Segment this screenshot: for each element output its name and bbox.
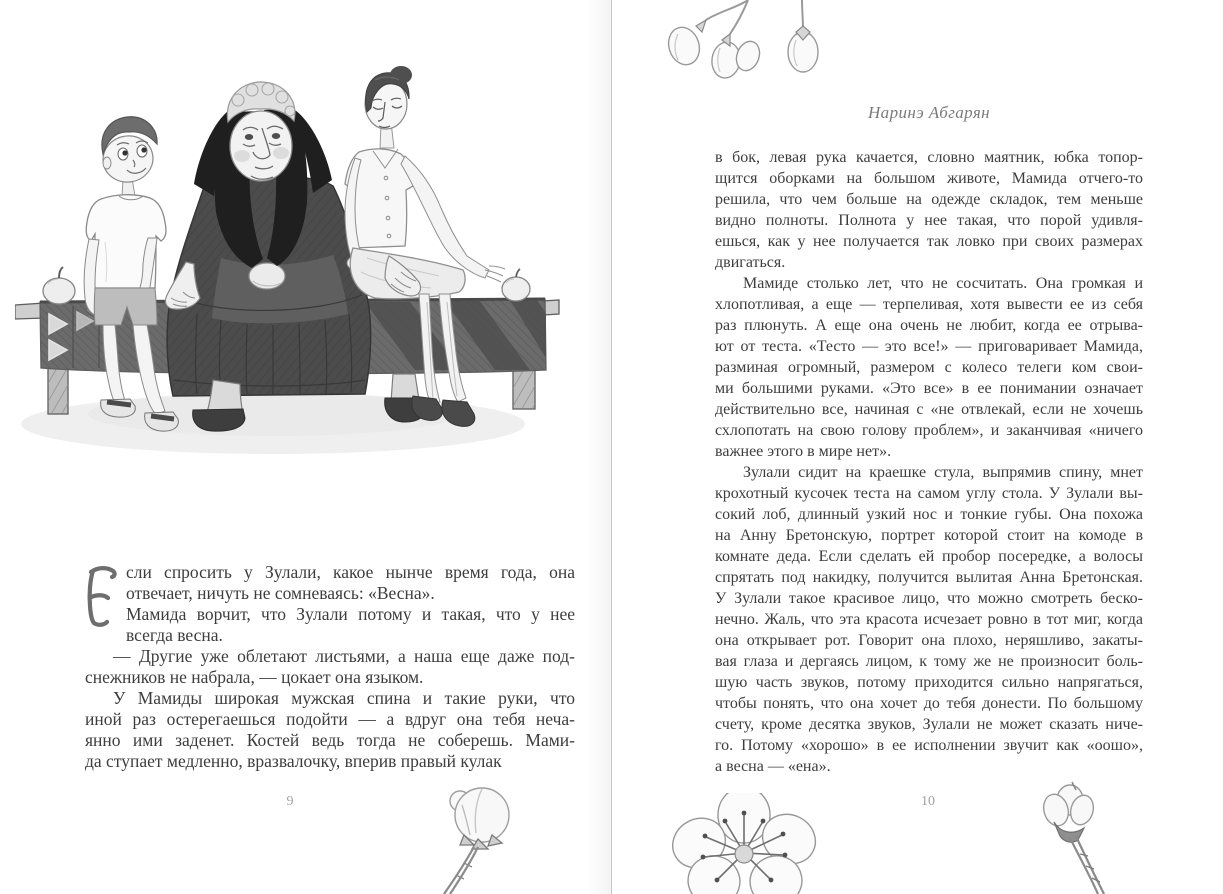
text-line: двигаться. (715, 254, 786, 271)
text-line: видно полноты. Полнота у нее такая, что порой удивля- (715, 212, 1143, 229)
paragraph (85, 646, 575, 688)
text-line: разминая огромный, размером с колесо телеги ком свои- (715, 359, 1143, 376)
text-line: шую часть звуков, потому приходится сильно напрягаться, (715, 674, 1143, 691)
left-page-text (85, 562, 575, 772)
text-line: Мамида ворчит, что Зулали потому и такая, что у нее (126, 604, 575, 624)
drop-cap-letter (85, 564, 117, 627)
text-line: ешься, как у нее получается так ловко при своих размерах (715, 233, 1143, 250)
cotton-bud-bottom-right-svg (1036, 778, 1116, 894)
text-line: сли спросить у Зулали, какое нынче время года, она (126, 562, 575, 582)
text-line: нечно. Жаль, что эта красота исчезает ровно в тот миг, когда (715, 611, 1143, 628)
paragraph (715, 273, 1143, 462)
text-line: да ступает медленно, вразвалочку, вперив правый кулак (85, 751, 502, 771)
paragraph (715, 147, 1143, 273)
text-line: на Анну Бретонскую, портрет которой стоит на комоде в (715, 527, 1143, 544)
bench-family-illustration (15, 62, 585, 457)
running-head-author: Наринэ Абгарян (868, 103, 990, 122)
text-line: отвечает, ничуть не сомневаясь: «Весна». (126, 583, 435, 603)
blossom-bottom-center (668, 793, 820, 894)
text-line: Зулали сидит на краешке стула, выпрямив спину, мнет (743, 464, 1143, 481)
text-line: комнате деда. Если сделать ей пробор посередке, а волосы (715, 548, 1143, 565)
text-line: ют от теста. «Тесто — это все!» — приговаривает Мамида, (715, 338, 1143, 355)
text-line: раз плюнуть. А еще она очень не любит, когда ее отрыва- (715, 317, 1143, 334)
blossom-bottom-center-svg (668, 793, 820, 894)
text-line: схлопотать на свою голову проблем», и заканчивая «ничего (715, 422, 1143, 439)
text-line: спрятать под накидку, получится вылитая Анна Бретонская. (715, 569, 1143, 586)
text-line: вая глаза и дергаясь лицом, к тому же не произносит боль- (715, 653, 1143, 670)
page-number-right: 10 (921, 794, 935, 809)
text-line: действительно все, начиная с «не отвлекай, если не хочешь (715, 401, 1143, 418)
text-line: важнее этого в мире нет». (715, 443, 892, 460)
text-line: янно ими заденет. Костей ведь тогда не соберешь. Мами- (85, 730, 575, 750)
paragraph (715, 462, 1143, 777)
paragraph (85, 562, 575, 604)
page-number-left: 9 (286, 794, 294, 809)
text-line: У Мамиды широкая мужская спина и такие руки, что (113, 688, 575, 708)
text-line: У Зулали такое красивое лицо, что можно смотреть беско- (715, 590, 1143, 607)
right-page-text (715, 147, 1143, 777)
text-line: Мамиде столько лет, что не сосчитать. Она громкая и (743, 275, 1143, 292)
text-line: го. Потому «хорошо» в ее исполнении звучит как «оошо», (715, 737, 1143, 754)
text-line: ми большими руками. «Это все» в ее понимании означает (715, 380, 1143, 397)
text-line: а весна — «ена». (715, 758, 831, 775)
cotton-boll-bottom-left (420, 783, 525, 894)
cotton-boll-bottom-left-svg (420, 783, 525, 894)
hanging-buds-top-svg (652, 0, 852, 95)
drop-cap-glyph (85, 564, 117, 627)
cotton-bud-bottom-right (1036, 778, 1116, 894)
paragraph (85, 688, 575, 772)
text-line: — Другие уже облетают листьями, а наша еще даже под- (113, 646, 575, 666)
boy-figure (84, 117, 178, 431)
bench-family-illustration-svg (15, 62, 585, 457)
page-right (612, 0, 1223, 894)
hanging-buds-top (652, 0, 852, 95)
text-line: счету, кроме десятка звуков, Зулали не может сказать ниче- (715, 716, 1143, 733)
spine-shadow-left (586, 0, 611, 894)
paragraph (85, 604, 575, 646)
text-line: иной раз остерегаешься подойти — а вдруг она тебя неча- (85, 709, 575, 729)
text-line: решила, что чем больше на одежде складок, тем меньше (715, 191, 1143, 208)
apple-right (502, 269, 530, 301)
text-line: она открывает рот. Говорит она плохо, неряшливо, закаты- (715, 632, 1143, 649)
text-line: щится оборками на большом животе, Мамида отчего-то (715, 170, 1143, 187)
text-line: крохотный кусочек теста на самом углу стола. У Зулали вы- (715, 485, 1143, 502)
text-line: чтобы понять, что она хочет до тебя донести. По большому (715, 695, 1143, 712)
text-line: сокий лоб, длинный узкий нос и тонкие губы. Она похожа (715, 506, 1143, 523)
text-line: хлопотливая, а еще — терпеливая, хотя вывести ее из себя (715, 296, 1143, 313)
text-line: в бок, левая рука качается, словно маятник, юбка топор- (715, 149, 1143, 166)
apple-left (43, 267, 75, 304)
text-line: всегда весна. (126, 625, 223, 645)
text-line: снежников не набрала, — цокает она языком. (85, 667, 424, 687)
